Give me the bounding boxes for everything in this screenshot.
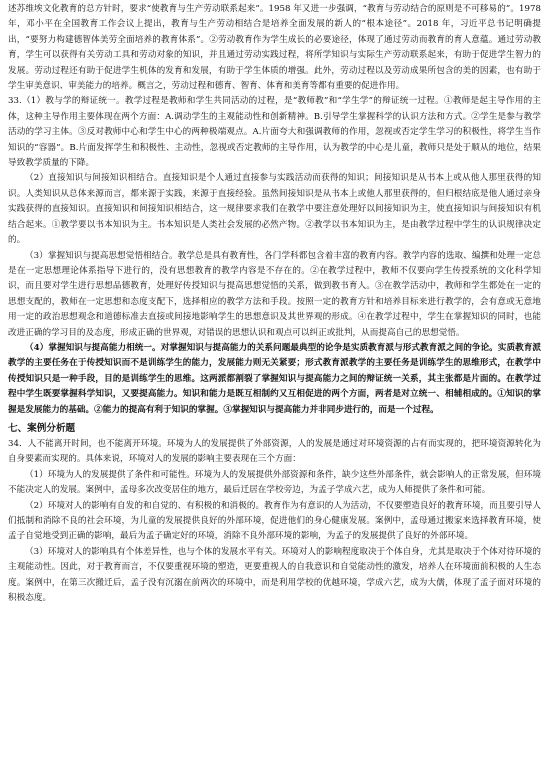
- paragraph-answer-33-1: 33.（1）教与学的辩证统一。教学过程是教师和学生共同活动的过程，是“教师教”和“学生学”的辩证统一过程。①教师是起主导作用的主体，这种主导作用主要体现在两个方面：A.调动学生的主观能动性和创新精神。B.引导学生掌握科学的认识方法和方式。②学生是参与教学活动的学习主体。③反对教师中心和学生中心的两种极端观点。A.片面夸大和强调教师的作用，忽视或否定学生学习的积极性，将学生当作知识的“容器”。B.片面发挥学生和积极性、主动性，忽视或否定教师的主导作用，认为教学的中心是儿童，教师只是处于顺从的地位，结果导致教学质量的下降。: [8, 96, 541, 169]
- paragraph-labor-education: 述苏维埃文化教育的总方针时，要求“使教育与生产劳动联系起来”。1958 年又进一步强调，“教育与劳动结合的原则是不可移易的”。1978 年，邓小平在全国教育工作会议上提出，教育与生产劳动相结合是培养全面发展的新人的“根本途径”。2018 年，习近平总书记明确提出，“要努力构建德智体美劳全面培养的教育体系”。②劳动教育作为学生成长的必要途径，体现了通过劳动而教育的育人意蕴。通过劳动教育，学生可以获得有关劳动工具和劳动对象的知识，并且通过劳动实践过程，将所学知识与实际生产劳动联系起来，有助于促进学生智力的发展。劳动过程还有助于促进学生机体的发育和发展，有助于学生体质的增强。此外，劳动过程以及劳动成果所包含的美的因素，也有助于学生审美意识、审美能力的培养。概言之，劳动过程和德育、智育、体育和美育等都有重要的促进作用。: [8, 4, 541, 92]
- paragraph-answer-34-1: （1）环境为人的发展提供了条件和可能性。环境为人的发展提供外部资源和条件，缺少这些外部条件，就会影响人的正常发展，但环境不能决定人的发展。案例中，孟母多次改变居住的地方，最后迁居在学校旁边，为孟子学成六艺，成为人师提供了条件和可能。: [8, 469, 541, 496]
- paragraph-answer-33-3: （3）掌握知识与提高思想觉悟相结合。教学总是具有教育性，各门学科都包含着丰富的教育内容。教学内容的选取、编撰和处理一定总是在一定思想理论体系指导下进行的，没有思想教育的教学内容是不存在的。②在教学过程中，教师不仅要向学生传授系统的文化科学知识，而且要对学生进行思想品德教育，处理好传授知识与提高思想觉悟的关系，做到教书育人。③在教学活动中，教师和学生都处在一定的思想支配的，教师在一定思想和态度支配下，选择相应的教学方法和手段。按照一定的教育方针和培养目标来进行教学的，会有意或无意地用一定的政治思想观念和道德标准去直接或间接地影响学生的思想意识及其世界观的形成。④在教学过程中，学生在掌握知识的同时，也能改进正确的学习目的及态度，形成正确的世界观，对错误的思想认识和观点可以纠正或批判，从而提高自己的思想觉悟。: [8, 250, 541, 338]
- section-heading-case-analysis: 七、案例分析题: [8, 422, 76, 434]
- paragraph-answer-34-2: （2）环境对人的影响有自发的和自觉的、有积极的和消极的。教育作为有意识的人为活动，不仅要塑造良好的教育环境，而且要引导人们抵制和消除不良的社会环境，为儿童的发展提供良好的外部环境，促进他们的身心健康发展。案例中，孟母通过搬家来选择教育环境，使孟子自觉地受到正确的影响，最后为孟子确定好的环境，消除不良外部环境的影响，为孟子的发展提供了良好的外部环境。: [8, 500, 541, 542]
- paragraph-answer-33-2: （2）直接知识与间接知识相结合。直接知识是个人通过直接参与实践活动而获得的知识；间接知识是从书本上或从他人那里获得的知识。人类知识从总体来源而言，都来源于实践，来源于直接经验。虽然间接知识是从书本上或他人那里获得的，但归根结底是他人通过亲身实践获得的直接知识。直接知识和间接知识相结合，这一规律要求我们在教学中要注意处理好以间接知识为主，使直接知识与间接知识有机结合起来。①教学要以书本知识为主。书本知识是人类社会发展的必然产物。②教学以书本知识为主，是由教学过程中学生的认识规律决定的。: [8, 173, 541, 246]
- paragraph-answer-34-3: （3）环境对人的影响具有个体差异性，也与个体的发展水平有关。环境对人的影响程度取决于个体自身，尤其是取决于个体对待环境的主观能动性。因此，对于教育而言，不仅要重视环境的塑造，更要重视人的自我意识和自觉能动性的激发，培养人在环境面前积极的人生态度。案例中，在第三次搬迁后，孟子没有沉溺在前两次的环境中，而是利用学校的优越环境，学成六艺，成为大儒，体现了孟子面对环境的积极态度。: [8, 546, 541, 604]
- paragraph-answer-33-4: （4）掌握知识与提高能力相统一。对掌握知识与提高能力的关系问题最典型的论争是实质教育派与形式教育派之间的争论。实质教育派教学的主要任务在于传授知识而不是训练学生的能力，发展能力则无关紧要；形式教育派教学的主要任务是训练学生的思维形式，在教学中传授知识只是一种手段，目的是训练学生的思维。这两派都割裂了掌握知识与提高能力之间的辩证统一关系，其主张都是片面的。在教学过程中学生既要掌握科学知识，又要提高能力。知识和能力是既互相制约又互相促进的两个方面，两者是对立统一、相辅相成的。①知识的掌握是发展能力的基础。②能力的提高有利于知识的掌握。③掌握知识与提高能力并非同步进行的，而是一个过程。: [8, 342, 541, 415]
- paragraph-answer-34-intro: 34．人不能离开时间，也不能离开环境。环境为人的发展提供了外部资源，人的发展是通过对环境资源的占有而实现的，把环境资源转化为自身要素而实现的。具体来说，环境对人的发展的影响主要表现在三个方面：: [8, 438, 541, 465]
